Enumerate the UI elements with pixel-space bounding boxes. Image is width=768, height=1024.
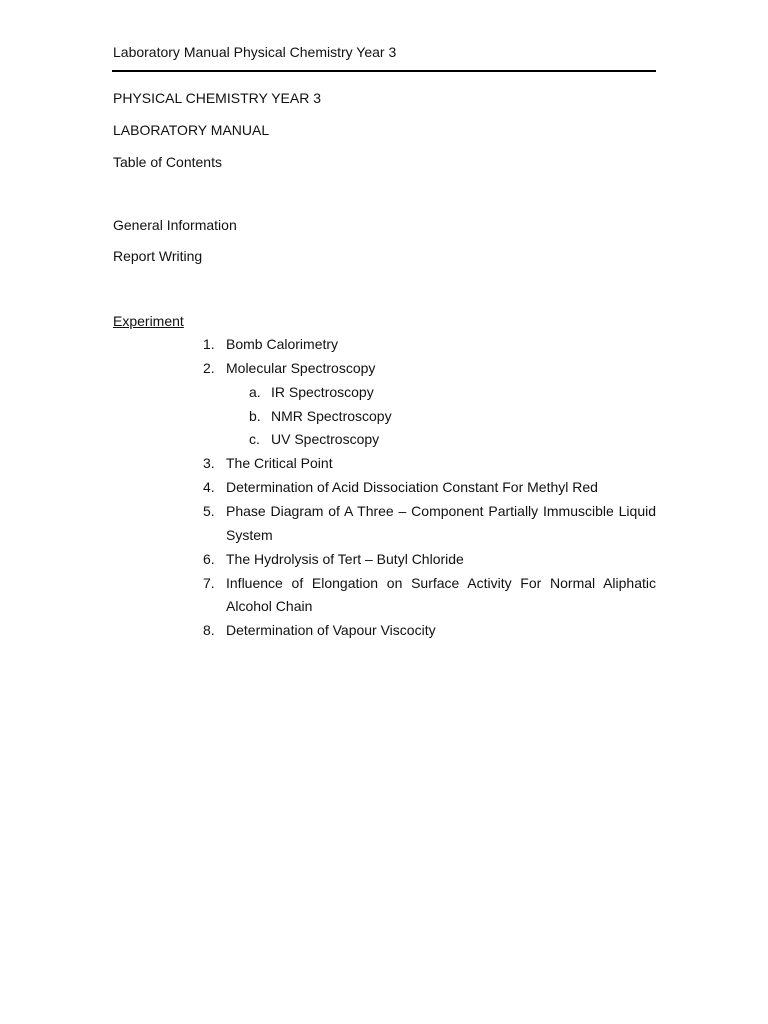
experiment-number: 5. — [203, 503, 215, 519]
experiment-number: 6. — [203, 551, 215, 567]
experiment-item: The Hydrolysis of Tert – Butyl Chloride — [226, 551, 464, 567]
sub-item: NMR Spectroscopy — [271, 408, 392, 424]
experiment-item: Determination of Acid Dissociation Constant For Methyl Red — [226, 479, 598, 495]
experiment-item-continuation: System — [226, 527, 273, 543]
document-title: PHYSICAL CHEMISTRY YEAR 3 — [113, 90, 321, 106]
sub-item: UV Spectroscopy — [271, 431, 380, 447]
experiment-item: Phase Diagram of A Three – Component Partially Immuscible Liquid — [226, 503, 656, 519]
sub-item-letter: a. — [249, 384, 261, 400]
sub-item-letter: b. — [249, 408, 261, 424]
running-header: Laboratory Manual Physical Chemistry Year 3 — [113, 44, 397, 60]
experiment-item: Determination of Vapour Viscocity — [226, 622, 436, 638]
toc-entry-general-information: General Information — [113, 217, 237, 233]
document-subtitle: LABORATORY MANUAL — [113, 122, 270, 138]
header-rule — [112, 70, 656, 72]
toc-entry-report-writing: Report Writing — [113, 248, 203, 264]
sub-item-letter: c. — [249, 431, 260, 447]
experiment-number: 3. — [203, 455, 215, 471]
experiment-item: The Critical Point — [226, 455, 333, 471]
toc-heading: Table of Contents — [113, 154, 222, 170]
experiment-heading: Experiment — [113, 313, 184, 329]
sub-item: IR Spectroscopy — [271, 384, 374, 400]
experiment-item: Influence of Elongation on Surface Activity For Normal Aliphatic — [226, 575, 656, 591]
experiment-number: 8. — [203, 622, 215, 638]
experiment-item-continuation: Alcohol Chain — [226, 598, 313, 614]
experiment-item: Bomb Calorimetry — [226, 336, 339, 352]
experiment-item: Molecular Spectroscopy — [226, 360, 376, 376]
experiment-number: 4. — [203, 479, 215, 495]
experiment-number: 1. — [203, 336, 215, 352]
experiment-number: 2. — [203, 360, 215, 376]
experiment-number: 7. — [203, 575, 215, 591]
